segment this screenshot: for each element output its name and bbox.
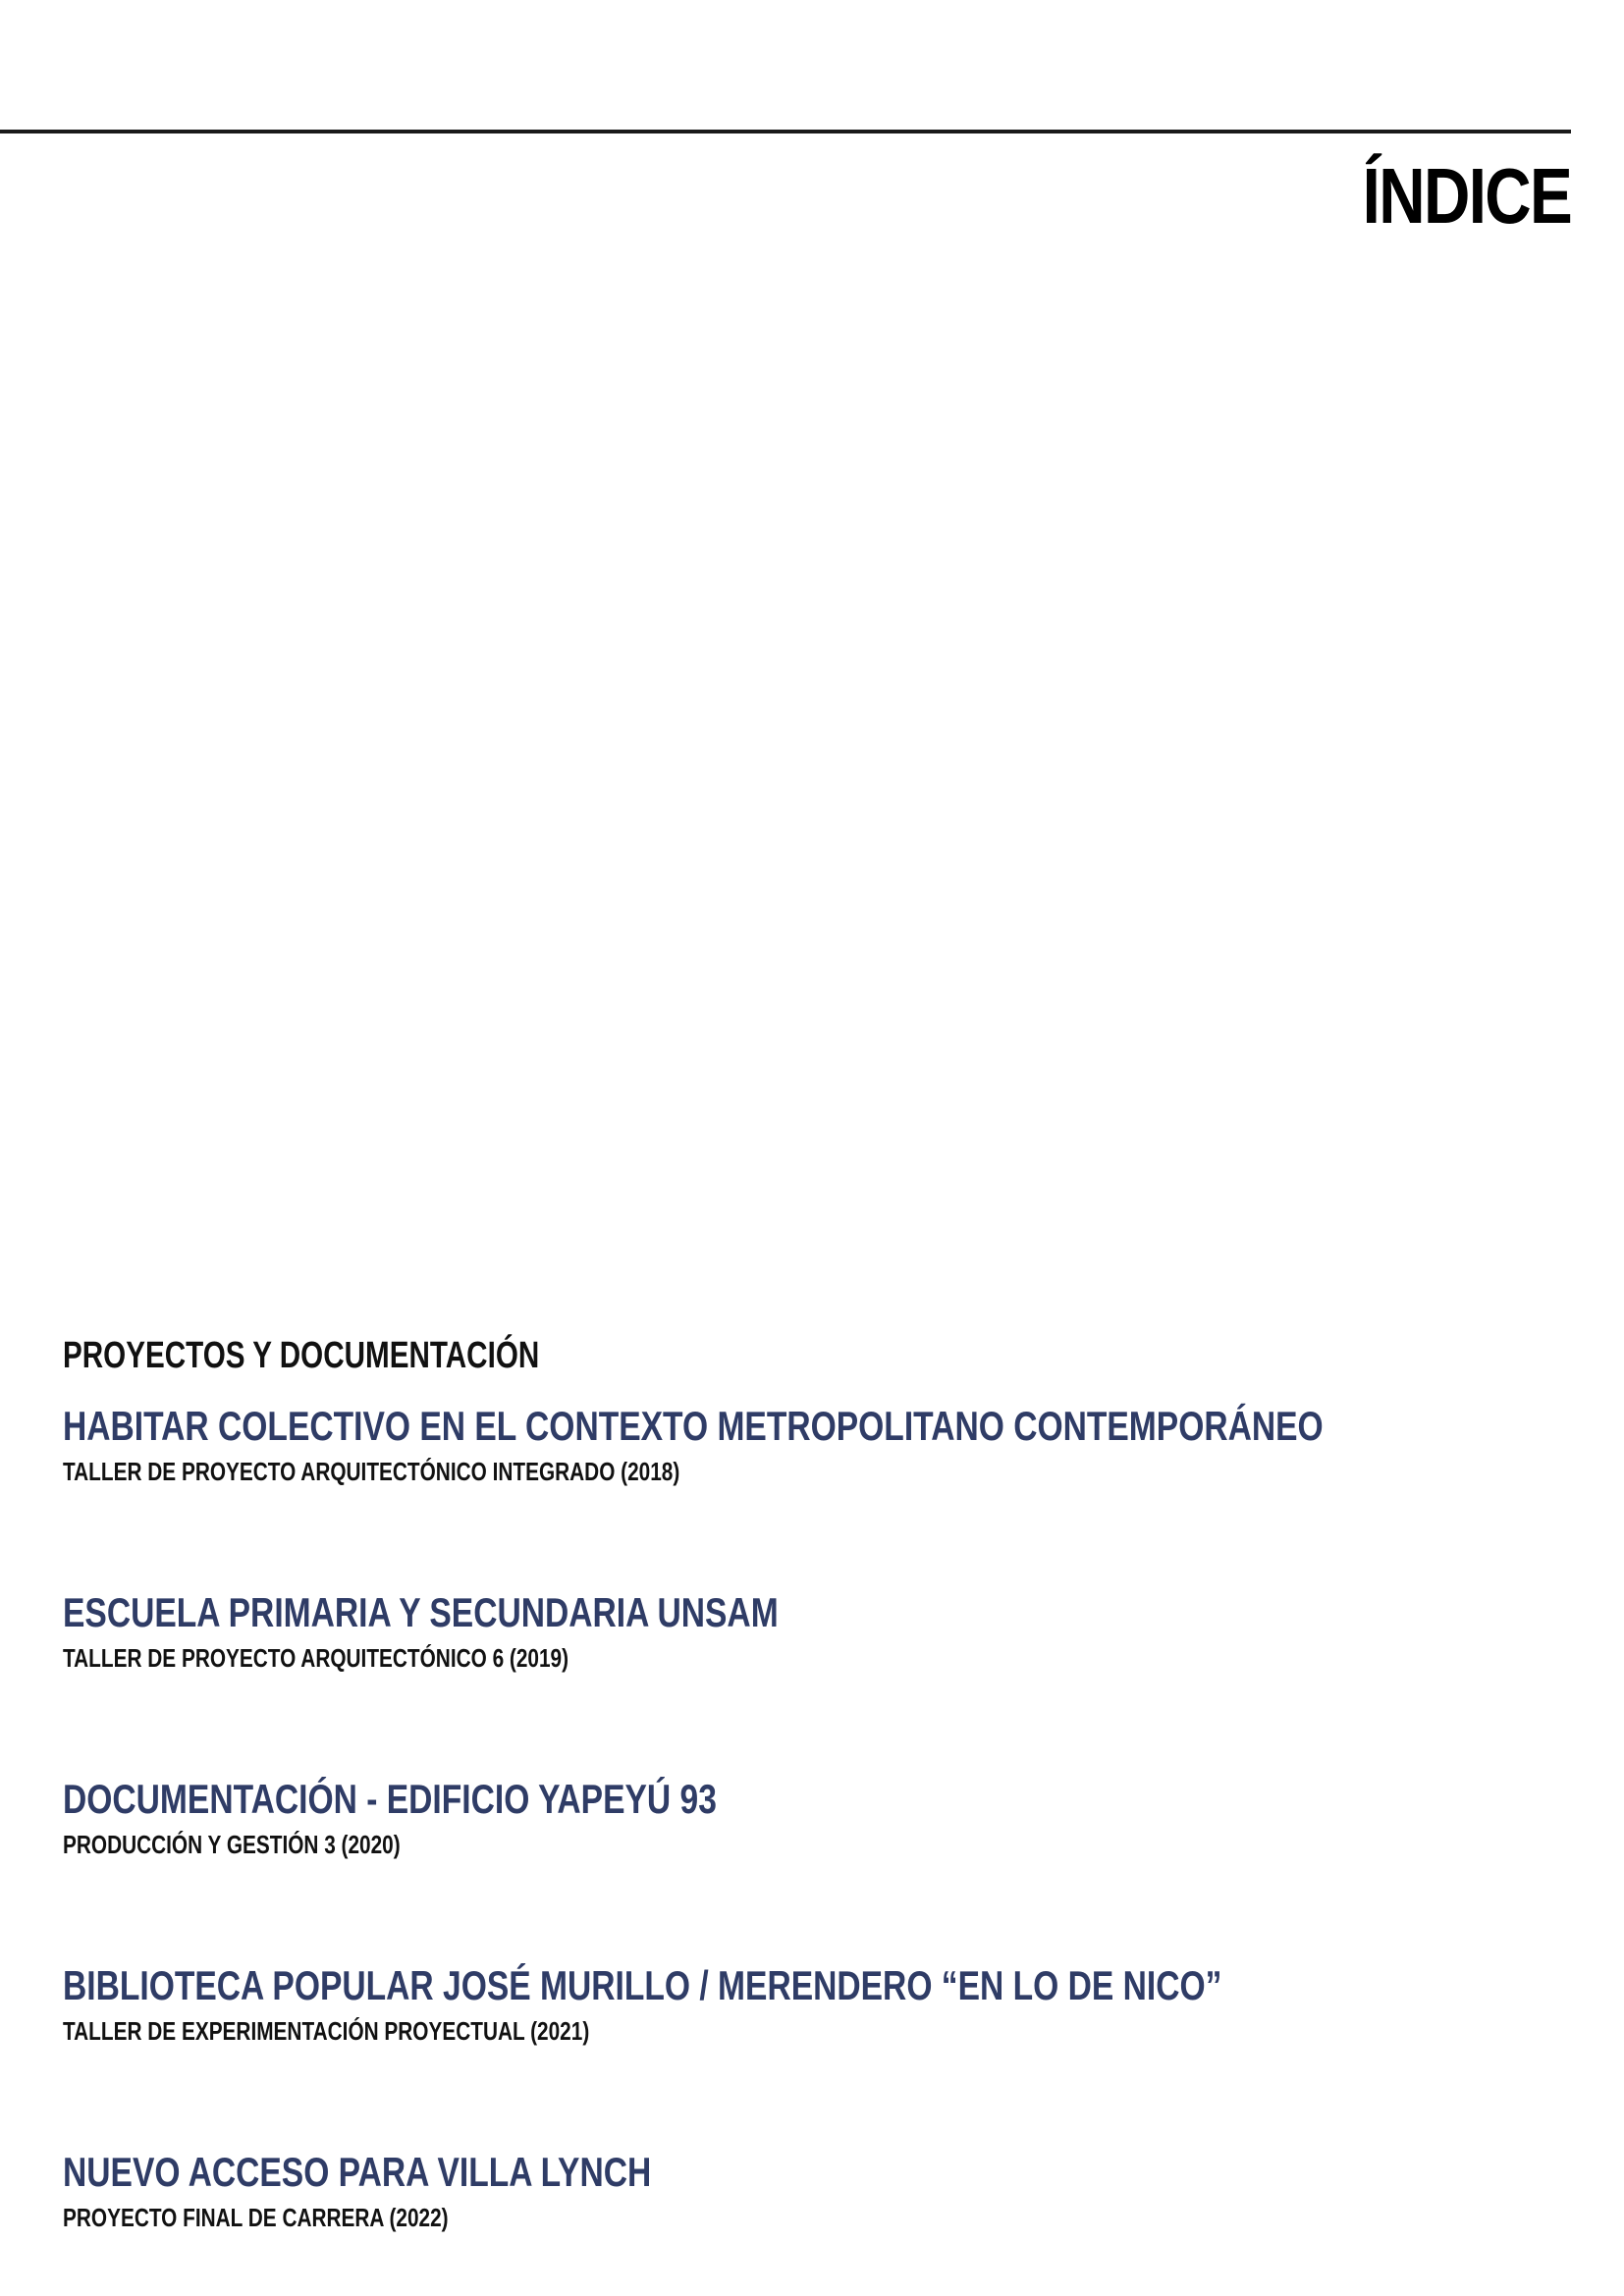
index-entry[interactable]: [63, 1589, 1536, 1673]
entry-title: ESCUELA PRIMARIA Y SECUNDARIA UNSAM: [63, 1589, 779, 1635]
index-list: [63, 1337, 1536, 2230]
index-entry[interactable]: [63, 1403, 1536, 1486]
index-entry[interactable]: [63, 2149, 1536, 2232]
entry-title: HABITAR COLECTIVO EN EL CONTEXTO METROPOLITANO CONTEMPORÁNEO: [63, 1403, 1324, 1449]
top-divider-rule: [0, 130, 1571, 133]
entry-subtitle: TALLER DE PROYECTO ARQUITECTÓNICO 6 (2019): [63, 1643, 569, 1673]
entry-subtitle: PROYECTO FINAL DE CARRERA (2022): [63, 2203, 449, 2232]
section-heading: PROYECTOS Y DOCUMENTACIÓN: [63, 1335, 540, 1376]
entry-subtitle: TALLER DE PROYECTO ARQUITECTÓNICO INTEGRADO (2018): [63, 1457, 680, 1486]
entry-title: NUEVO ACCESO PARA VILLA LYNCH: [63, 2149, 652, 2195]
entry-title: DOCUMENTACIÓN - EDIFICIO YAPEYÚ 93: [63, 1776, 717, 1822]
page-title: ÍNDICE: [1362, 152, 1571, 240]
entry-title: BIBLIOTECA POPULAR JOSÉ MURILLO / MERENDERO “EN LO DE NICO”: [63, 1962, 1222, 2008]
entry-subtitle: TALLER DE EXPERIMENTACIÓN PROYECTUAL (2021): [63, 2016, 590, 2046]
index-entry[interactable]: [63, 1962, 1536, 2046]
entry-subtitle: PRODUCCIÓN Y GESTIÓN 3 (2020): [63, 1830, 401, 1859]
index-entry[interactable]: [63, 1776, 1536, 1859]
